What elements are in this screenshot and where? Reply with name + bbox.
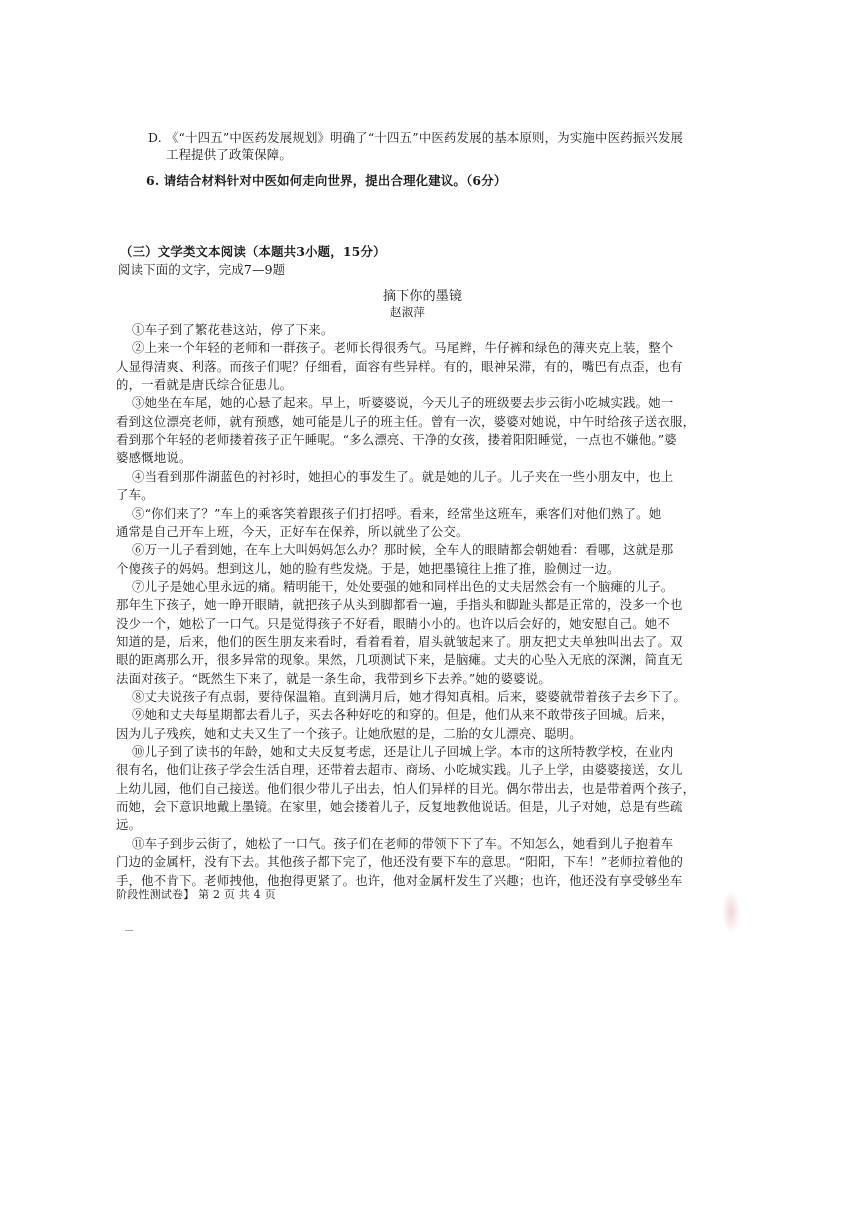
article-line: ⑧丈夫说孩子有点弱，要待保温箱。直到满月后，她才得知真相。后来，婆婆就带着孩子去乡下了。 <box>132 689 686 704</box>
scan-smudge <box>722 892 740 932</box>
article-line: 因为儿子残疾，她和丈夫又生了一个孩子。让她欣慰的是，二胎的女儿漂亮、聪明。 <box>116 726 582 741</box>
page-footer: 阶段性测试卷】 第 2 页 共 4 页 <box>116 888 276 901</box>
article-line: 那年生下孩子，她一睁开眼睛，就把孩子从头到脚都看一遍，手指头和脚趾头都是正常的，没多一个也 <box>116 597 683 612</box>
article-line: 看到那个年轻的老师搂着孩子正午睡呢。“多么漂亮、干净的女孩，搂着阳阳睡觉，一点也不嫌他。”婆 <box>116 432 677 447</box>
article-line: 门边的金属杆，没有下去。其他孩子都下完了，他还没有要下车的意思。“阳阳，下车！”老师拉着他的 <box>116 854 684 869</box>
article-line: ⑩儿子到了读书的年龄，她和丈夫反复考虑，还是让儿子回城上学。本市的这所特教学校，在业内 <box>132 744 674 759</box>
article-line: 没少一个，她松了一口气。只是觉得孩子不好看，眼睛小小的。也许以后会好的，她安慰自己。她不 <box>116 616 670 631</box>
scan-mark <box>125 930 133 931</box>
article-line: ⑨她和丈夫每星期都去看儿子，买去各种好吃的和穿的。但是，他们从来不敢带孩子回城。后来， <box>132 707 674 722</box>
section-heading: （三）文学类文本阅读（本题共3小题，15分） <box>120 244 386 259</box>
article-line: 而她，会下意识地戴上墨镜。在家里，她会搂着儿子，反复地教他说话。但是，儿子对她，总是有些疏 <box>116 799 683 814</box>
article-line: ⑪车子到步云街了，她松了一口气。孩子们在老师的带领下下了车。不知怎么，她看到儿子抱着车 <box>132 836 674 851</box>
article-line: 法面对孩子。“既然生下来了，就是一条生命，我带到乡下去养。”她的婆婆说。 <box>116 671 551 686</box>
article-line: 了车。 <box>116 487 154 502</box>
option-d-line-1: D. 《“十四五”中医药发展规划》明确了“十四五”中医药发展的基本原则，为实施中医药振兴发展 <box>148 130 684 145</box>
article-line: ④当看到那件湖蓝色的衬衫时，她担心的事发生了。就是她的儿子。儿子夹在一些小朋友中，也上 <box>132 469 674 484</box>
article-line: ⑥万一儿子看到她，在车上大叫妈妈怎么办？那时候，全车人的眼睛都会朝她看：看哪，这就是那 <box>132 542 674 557</box>
article-line: 很有名，他们让孩子学会生活自理，还带着去超市、商场、小吃城实践。儿子上学，由婆婆接送，女儿 <box>116 762 683 777</box>
article-line: 手，他不肯下。老师拽他，他抱得更紧了。也许，他对金属杆发生了兴趣；也许，他还没有享受够坐车 <box>116 873 683 888</box>
article-line: 婆感慨地说。 <box>116 450 192 465</box>
article-line: ①车子到了繁花巷这站，停了下来。 <box>132 322 334 337</box>
question-6: 6. 请结合材料针对中医如何走向世界，提出合理化建议。（6分） <box>146 173 507 188</box>
article-line: 眼的距离那么开，很多异常的现象。果然，几项测试下来，是脑瘫。丈夫的心坠入无底的深渊，简直无 <box>116 652 683 667</box>
article-line: 通常是自己开车上班，今天，正好车在保养，所以就坐了公交。 <box>116 524 469 539</box>
article-line: 远。 <box>116 817 142 832</box>
article-line: 人显得清爽、利落。而孩子们呢？仔细看，面容有些异样。有的，眼神呆滞，有的，嘴巴有点歪，也有 <box>116 359 683 374</box>
reading-instructions: 阅读下面的文字，完成7—9题 <box>118 262 286 277</box>
article-line: ⑦儿子是她心里永远的痛。精明能干，处处要强的她和同样出色的丈夫居然会有一个脑瘫的儿子。 <box>132 579 674 594</box>
article-title: 摘下你的墨镜 <box>383 289 463 304</box>
option-d-line-2: 工程提供了政策保障。 <box>166 147 292 162</box>
article-line: 上幼儿园，他们自己接送。他们很少带儿子出去，怕人们异样的目光。偶尔带出去，也是带着两个孩子， <box>116 781 696 796</box>
article-line: ⑤“你们来了？”车上的乘客笑着跟孩子们打招呼。看来，经常坐这班车，乘客们对他们熟了。她 <box>132 506 662 521</box>
article-line: ②上来一个年轻的老师和一群孩子。老师长得很秀气。马尾辫，牛仔裤和绿色的薄夹克上装，整个 <box>132 340 674 355</box>
article-author: 赵淑萍 <box>390 305 426 319</box>
article-line: 个傻孩子的妈妈。想到这儿，她的脸有些发烧。于是，她把墨镜往上推了推，脸侧过一边。 <box>116 561 620 576</box>
article-line: 知道的是，后来，他们的医生朋友来看时，看着看着，眉头就皱起来了。朋友把丈夫单独叫出去了。双 <box>116 634 683 649</box>
article-line: ③她坐在车尾，她的心悬了起来。早上，听婆婆说，今天儿子的班级要去步云街小吃城实践。她一 <box>132 395 674 410</box>
article-line: 的，一看就是唐氏综合征患儿。 <box>116 377 293 392</box>
article-line: 看到这位漂亮老师，就有预感，她可能是儿子的班主任。曾有一次，婆婆对她说，中午时给孩子送衣服， <box>116 414 696 429</box>
